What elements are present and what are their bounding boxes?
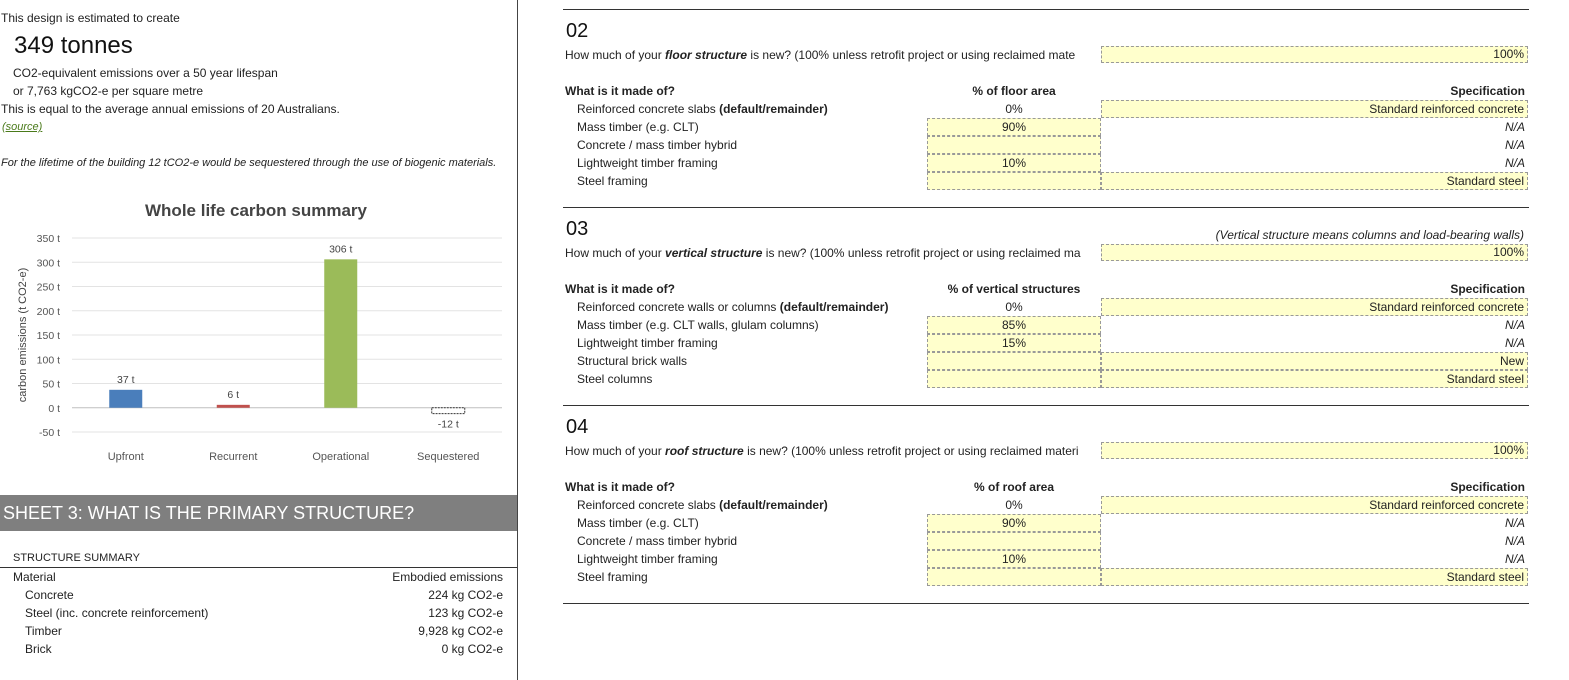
section-04-top-rule xyxy=(563,405,1529,406)
material-percent-input[interactable]: 85% xyxy=(927,316,1101,334)
material-spec-select[interactable]: Standard steel xyxy=(1101,172,1528,190)
material-percent-input[interactable] xyxy=(927,532,1101,550)
chart-category-label: Operational xyxy=(312,451,370,463)
material-percent: 0% xyxy=(1005,300,1023,314)
material-spec-select[interactable]: Standard steel xyxy=(1101,568,1528,586)
section-03-new-percent-input[interactable]: 100% xyxy=(1101,244,1528,261)
chart-bar-operational xyxy=(324,259,357,407)
material-label xyxy=(577,300,888,314)
material-spec: N/A xyxy=(1504,156,1525,170)
material-label xyxy=(577,552,718,566)
structure-summary-title: STRUCTURE SUMMARY xyxy=(13,552,140,564)
question-suffix: is new? (100% unless retrofit project or using reclaimed ma xyxy=(762,246,1081,260)
chart-y-tick-label: 200 t xyxy=(36,305,60,318)
chart-category-label: Sequestered xyxy=(417,451,480,463)
material-name: Reinforced concrete slabs xyxy=(577,498,720,512)
section-03-spec-header: Specification xyxy=(1450,282,1525,296)
chart-title: Whole life carbon summary xyxy=(145,201,367,220)
material-name: Lightweight timber framing xyxy=(577,336,718,350)
chart-y-tick-label: 300 t xyxy=(36,257,60,270)
question-prefix: How much of your xyxy=(565,444,666,458)
material-name: Mass timber (e.g. CLT) xyxy=(577,516,699,530)
question-subject: roof structure xyxy=(665,444,744,458)
whole-life-carbon-chart xyxy=(0,225,517,495)
material-label xyxy=(577,318,819,332)
total-emissions: 349 tonnes xyxy=(14,32,133,59)
material-percent-input[interactable]: 10% xyxy=(927,550,1101,568)
question-prefix: How much of your xyxy=(565,246,666,260)
question-subject: floor structure xyxy=(665,48,748,62)
summary-line-per-sqm: or 7,763 kgCO2-e per square metre xyxy=(13,84,204,98)
material-percent-input[interactable] xyxy=(927,370,1101,388)
material-percent-input[interactable]: 15% xyxy=(927,334,1101,352)
material-name: Structural brick walls xyxy=(577,354,688,368)
chart-bar-upfront xyxy=(109,390,142,408)
material-percent: 0% xyxy=(1005,102,1023,116)
material-name: Concrete / mass timber hybrid xyxy=(577,534,738,548)
question-suffix: is new? (100% unless retrofit project or using reclaimed materi xyxy=(743,444,1079,458)
material-label xyxy=(577,570,648,584)
bottom-rule xyxy=(563,603,1529,604)
chart-y-tick-label: 0 t xyxy=(48,402,60,415)
material-percent-input[interactable] xyxy=(927,568,1101,586)
material-percent-input[interactable]: 10% xyxy=(927,154,1101,172)
col-header-material: Material xyxy=(13,570,56,584)
sequester-note: For the lifetime of the building 12 tCO2-e would be sequestered through the use of biogenic materials. xyxy=(1,157,497,169)
material-name: Reinforced concrete slabs xyxy=(577,102,720,116)
panel-divider xyxy=(517,0,518,680)
material-label xyxy=(577,534,737,548)
section-03-question xyxy=(565,246,1101,260)
material-label xyxy=(577,354,687,368)
material-brick: Brick xyxy=(25,642,52,656)
emissions-steel: 123 kg CO2-e xyxy=(428,606,503,620)
material-name: Lightweight timber framing xyxy=(577,156,718,170)
summary-divider xyxy=(0,567,517,568)
chart-y-tick-label: 350 t xyxy=(36,233,60,245)
section-04-made-of-header: What is it made of? xyxy=(565,480,676,494)
chart-y-tick-label: 50 t xyxy=(42,378,60,391)
material-name: Concrete / mass timber hybrid xyxy=(577,138,738,152)
section-03-made-of-header: What is it made of? xyxy=(565,282,676,296)
material-percent-input[interactable]: 90% xyxy=(927,514,1101,532)
chart-y-tick-label: 150 t xyxy=(36,330,60,342)
material-percent-input[interactable]: 90% xyxy=(927,118,1101,136)
material-spec-select[interactable]: Standard steel xyxy=(1101,370,1528,388)
summary-panel xyxy=(0,0,517,680)
material-name: Lightweight timber framing xyxy=(577,552,718,566)
col-header-emissions: Embodied emissions xyxy=(392,570,503,584)
section-04-percent-header: % of roof area xyxy=(973,480,1054,494)
material-spec: N/A xyxy=(1504,516,1525,530)
material-percent-input[interactable] xyxy=(927,352,1101,370)
chart-y-tick-label: -50 t xyxy=(38,427,60,439)
material-spec-select[interactable]: Standard reinforced concrete xyxy=(1101,100,1528,118)
section-02-made-of-header: What is it made of? xyxy=(565,84,676,98)
section-03-number: 03 xyxy=(566,218,589,240)
emissions-brick: 0 kg CO2-e xyxy=(441,642,503,656)
material-label xyxy=(577,336,718,350)
material-name: Mass timber (e.g. CLT) xyxy=(577,120,699,134)
question-prefix: How much of your xyxy=(565,48,666,62)
material-name: Steel framing xyxy=(577,174,648,188)
material-name: Steel columns xyxy=(577,372,653,386)
emissions-timber: 9,928 kg CO2-e xyxy=(418,624,503,638)
section-02-spec-header: Specification xyxy=(1450,84,1525,98)
material-label xyxy=(577,102,828,116)
sheet-3-banner: SHEET 3: WHAT IS THE PRIMARY STRUCTURE? xyxy=(0,495,517,531)
material-spec-select[interactable]: Standard reinforced concrete xyxy=(1101,496,1528,514)
chart-data-label: 6 t xyxy=(227,388,240,401)
section-03-note: (Vertical structure means columns and load-bearing walls) xyxy=(1215,228,1524,242)
default-remainder-tag: (default/remainder) xyxy=(779,300,889,314)
source-link[interactable]: (source) xyxy=(2,121,43,133)
material-spec: N/A xyxy=(1504,138,1525,152)
question-suffix: is new? (100% unless retrofit project or using reclaimed mate xyxy=(747,48,1076,62)
default-remainder-tag: (default/remainder) xyxy=(719,102,828,116)
chart-bar-recurrent xyxy=(217,405,250,408)
chart-category-label: Upfront xyxy=(107,451,144,463)
material-timber: Timber xyxy=(25,624,62,638)
material-percent-input[interactable] xyxy=(927,136,1101,154)
summary-line-equivalent: This is equal to the average annual emissions of 20 Australians. xyxy=(1,102,340,116)
material-label xyxy=(577,120,699,134)
section-04-question xyxy=(565,444,1101,458)
material-label xyxy=(577,372,652,386)
chart-data-label: 306 t xyxy=(329,243,353,256)
material-spec-select[interactable]: New xyxy=(1101,352,1528,370)
chart-y-axis-label: carbon emissions (t CO2-e) xyxy=(17,267,29,403)
material-label xyxy=(577,156,718,170)
section-02-number: 02 xyxy=(566,20,589,42)
section-02-new-percent-input[interactable]: 100% xyxy=(1101,46,1528,63)
material-spec: N/A xyxy=(1504,552,1525,566)
material-percent-input[interactable] xyxy=(927,172,1101,190)
chart-bar-sequestered xyxy=(432,408,465,414)
section-04-number: 04 xyxy=(566,416,589,438)
material-label xyxy=(577,498,828,512)
section-04-spec-header: Specification xyxy=(1450,480,1525,494)
chart-y-tick-label: 250 t xyxy=(36,281,60,294)
section-03-top-rule xyxy=(563,207,1529,208)
material-label xyxy=(577,138,737,152)
emissions-concrete: 224 kg CO2-e xyxy=(428,588,503,602)
section-02-question xyxy=(565,48,1101,62)
material-name: Mass timber (e.g. CLT walls, glulam columns) xyxy=(577,318,819,332)
material-label xyxy=(577,174,648,188)
section-02-percent-header: % of floor area xyxy=(972,84,1056,98)
section-04-new-percent-input[interactable]: 100% xyxy=(1101,442,1528,459)
material-steel: Steel (inc. concrete reinforcement) xyxy=(25,606,209,620)
default-remainder-tag: (default/remainder) xyxy=(719,498,828,512)
material-spec: N/A xyxy=(1504,534,1525,548)
section-02-top-rule xyxy=(563,9,1529,10)
material-name: Reinforced concrete walls or columns xyxy=(577,300,780,314)
question-subject: vertical structure xyxy=(665,246,763,260)
material-spec: N/A xyxy=(1504,336,1525,350)
material-concrete: Concrete xyxy=(25,588,74,602)
chart-data-label: 37 t xyxy=(116,373,135,386)
section-03-percent-header: % of vertical structures xyxy=(947,282,1081,296)
chart-category-label: Recurrent xyxy=(209,451,258,463)
material-percent: 0% xyxy=(1005,498,1023,512)
material-spec: N/A xyxy=(1504,120,1525,134)
summary-intro: This design is estimated to create xyxy=(1,11,180,25)
chart-y-tick-label: 100 t xyxy=(36,354,60,367)
chart-data-label: -12 t xyxy=(437,418,459,431)
material-label xyxy=(577,516,699,530)
material-spec: N/A xyxy=(1504,318,1525,332)
summary-line-lifespan: CO2-equivalent emissions over a 50 year lifespan xyxy=(13,66,278,80)
material-spec-select[interactable]: Standard reinforced concrete xyxy=(1101,298,1528,316)
material-name: Steel framing xyxy=(577,570,648,584)
